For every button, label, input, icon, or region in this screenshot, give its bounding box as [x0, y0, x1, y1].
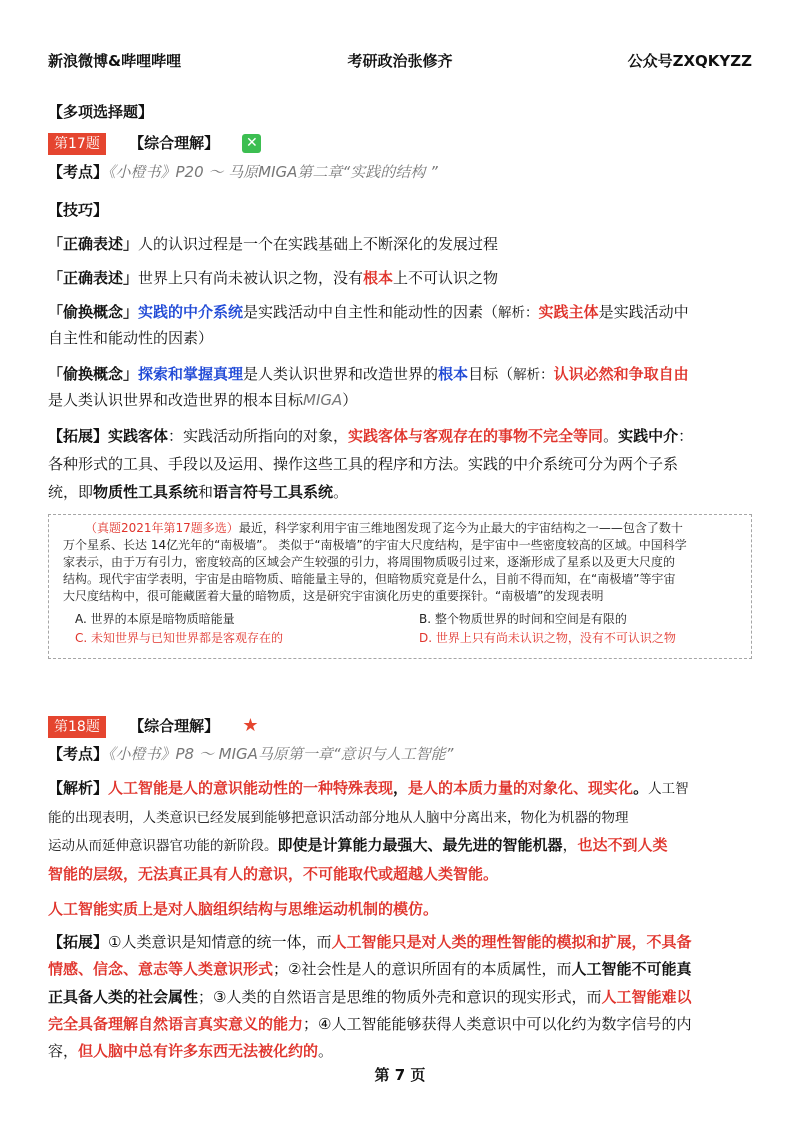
option-b: B. 整个物质世界的时间和空间是有限的	[419, 612, 627, 626]
tuozhan-label: 【拓展】	[48, 427, 109, 445]
q17-title-row	[48, 131, 752, 155]
highlight: 实践客体与客观存在的事物不完全等同	[348, 427, 604, 445]
exam-line-5: 大尺度结构中，很可能藏匿着大量的暗物质，这是研究宇宙演化历史的重要探针。“南极墙”的发现表明	[63, 589, 604, 603]
q18-jiexi-4: 智能的层级，无法真正具有人的意识，不可能取代或超越人类智能。	[48, 865, 499, 883]
text: ，	[562, 836, 578, 854]
highlight: 但人脑中总有许多东西无法被化约的	[78, 1042, 319, 1060]
q17-tag: 第17题	[48, 133, 106, 155]
text: ）	[342, 391, 358, 409]
q17-line-4b	[48, 388, 752, 412]
bold-term: 实践客体	[108, 427, 169, 445]
q18-kaodian	[48, 742, 752, 766]
text: 和	[198, 483, 214, 501]
q17-line-2	[48, 266, 752, 290]
text: 。	[603, 427, 619, 445]
highlight-blue: 根本	[438, 365, 469, 383]
q17-line-3	[48, 300, 752, 325]
highlight: 认识必然和争取自由	[553, 365, 689, 383]
text: 上不可认识之物	[393, 269, 499, 287]
header-left: 新浪微博&哔哩哔哩	[48, 52, 182, 70]
text-serif: 运动从而延伸意识器官功能的新阶段。	[48, 838, 278, 854]
highlight: 也达不到人类	[577, 836, 668, 854]
jiqiao-heading: 【技巧】	[48, 201, 109, 219]
note: 解析：	[498, 305, 539, 321]
highlight: 是人的本质力量的对象化、现实化	[408, 779, 634, 797]
text: 是实践活动中	[598, 303, 689, 321]
exam-line-1	[63, 520, 737, 537]
kaodian-text: 《小橙书》P8 ～ MIGA马原第一章“意识与人工智能”	[108, 745, 454, 763]
bold-term: 实践中介	[618, 427, 679, 445]
text: 。	[333, 483, 349, 501]
exam-question-box	[48, 514, 752, 659]
exam-line-4: 结构。现代宇宙学表明，宇宙是由暗物质、暗能量主导的，但暗物质究竟是什么，目前不得而知，在“南极墙”等宇宙	[63, 572, 676, 586]
text: ；②社会性是人的意识所固有的本质属性，而	[273, 960, 572, 978]
q18-jiexi-2: 能的出现表明，人类意识已经发展到能够把意识活动部分地从人脑中分离出来，物化为机器的物理	[48, 810, 629, 826]
text: 是人类认识世界和改造世界的根本目标	[48, 391, 304, 409]
q18-tuozhan-3	[48, 985, 752, 1009]
q17-line-1	[48, 232, 752, 256]
label-correct-2: 「正确表述」	[48, 269, 139, 287]
highlight: 根本	[363, 269, 394, 287]
kaodian-text: 《小橙书》P20 ～ 马原MIGA第二章“实践的结构 ”	[108, 163, 438, 181]
exam-source: （真题2021年第17题多选）	[85, 521, 239, 535]
q18-tuozhan-5	[48, 1039, 752, 1063]
text: ，	[393, 779, 409, 797]
q18-tuozhan-1	[48, 930, 752, 954]
q18-jiexi-1	[48, 776, 752, 801]
text: ：	[678, 427, 694, 445]
q18-tuozhan-4	[48, 1012, 752, 1036]
text: 是人类认识世界和改造世界的	[243, 365, 439, 383]
bold-text: 即使是计算能力最强大、最先进的智能机器	[277, 836, 563, 854]
text: 。	[318, 1042, 334, 1060]
bold-text: 人工智能不可能真	[571, 960, 692, 978]
option-d: D. 世界上只有尚未认识之物，没有不可认识之物	[419, 631, 676, 645]
kaodian-label: 【考点】	[48, 163, 109, 181]
q17-kaodian	[48, 160, 752, 184]
bold-term: 语言符号工具系统	[213, 483, 334, 501]
text: 。	[633, 779, 649, 797]
cross-mark-icon: ✕	[242, 134, 261, 153]
highlight: 完全具备理解自然语言真实意义的能力	[48, 1015, 304, 1033]
header-right: 公众号ZXQKYZZ	[627, 52, 752, 70]
highlight: 人工智能是人的意识能动性的一种特殊表现	[108, 779, 394, 797]
q17-tuozhan-2: 各种形式的工具、手段以及运用、操作这些工具的程序和方法。实践的中介系统可分为两个子系	[48, 455, 679, 473]
option-c: C. 未知世界与已知世界都是客观存在的	[75, 631, 284, 645]
q18-type: 【综合理解】	[129, 717, 220, 735]
star-icon: ★	[242, 715, 259, 736]
page-header	[48, 50, 752, 72]
text: ；④人工智能能够获得人类意识中可以化约为数字信号的内	[303, 1015, 692, 1033]
highlight: 实践主体	[538, 303, 599, 321]
highlight-blue: 探索和掌握真理	[138, 365, 244, 383]
bold-text: 正具备人类的社会属性	[48, 988, 199, 1006]
header-center: 考研政治张修齐	[347, 52, 453, 70]
highlight: 人工智能难以	[601, 988, 692, 1006]
text: ；③人类的自然语言是思维的物质外壳和意识的现实形式，而	[198, 988, 602, 1006]
text: 世界上只有尚未被认识之物，没有	[138, 269, 364, 287]
exam-line-2: 万个星系、长达 14亿光年的“南极墙”。 类似于“南极墙”的宇宙大尺度结构，是宇宙中一些密度较高的区域。中国科学	[63, 538, 687, 552]
miga: MIGA	[303, 391, 343, 409]
label-correct-1: 「正确表述」	[48, 235, 139, 253]
bold-term: 物质性工具系统	[93, 483, 199, 501]
text: ①人类意识是知情意的统一体，而	[108, 933, 332, 951]
q17-type: 【综合理解】	[129, 134, 220, 152]
exam-stem	[63, 520, 737, 605]
kaodian-label: 【考点】	[48, 745, 109, 763]
q17-line-4	[48, 362, 752, 387]
text: 目标（	[468, 365, 514, 383]
q17-tuozhan-1	[48, 424, 752, 448]
q18-jiexi-5: 人工智能实质上是对人脑组织结构与思维运动机制的模仿。	[48, 900, 439, 918]
highlight: 情感、信念、意志等人类意识形式	[48, 960, 274, 978]
q17-line-3b: 自主性和能动性的因素）	[48, 329, 214, 347]
jiexi-label: 【解析】	[48, 779, 109, 797]
text: 是实践活动中自主性和能动性的因素（	[243, 303, 499, 321]
tuozhan-label: 【拓展】	[48, 933, 109, 951]
highlight-blue: 实践的中介系统	[138, 303, 244, 321]
note: 解析：	[513, 367, 554, 383]
text-serif: 人工智	[648, 781, 689, 797]
highlight: 人工智能只是对人类的理性智能的模拟和扩展，不具备	[331, 933, 692, 951]
q17-tuozhan-3	[48, 480, 752, 504]
q18-jiexi-3	[48, 833, 752, 858]
text: 容，	[48, 1042, 79, 1060]
exam-text: 最近，科学家利用宇宙三维地图发现了迄今为止最大的宇宙结构之一——包含了数十	[238, 521, 683, 535]
q18-tuozhan-2	[48, 957, 752, 981]
exam-line-3: 家表示，由于万有引力，密度较高的区域会产生较强的引力，将周围物质吸引过来，逐渐形成了星系以及更大尺度的	[63, 555, 676, 569]
page-number: 第 7 页	[374, 1066, 426, 1084]
section-title: 【多项选择题】	[48, 103, 154, 121]
text: 人的认识过程是一个在实践基础上不断深化的发展过程	[138, 235, 499, 253]
q18-title-row	[48, 714, 752, 738]
label-swap-1: 「偷换概念」	[48, 303, 139, 321]
text: ：实践活动所指向的对象，	[168, 427, 349, 445]
option-a: A. 世界的本原是暗物质暗能量	[75, 612, 235, 626]
text: 统，即	[48, 483, 94, 501]
label-swap-2: 「偷换概念」	[48, 365, 139, 383]
q18-tag: 第18题	[48, 716, 106, 738]
